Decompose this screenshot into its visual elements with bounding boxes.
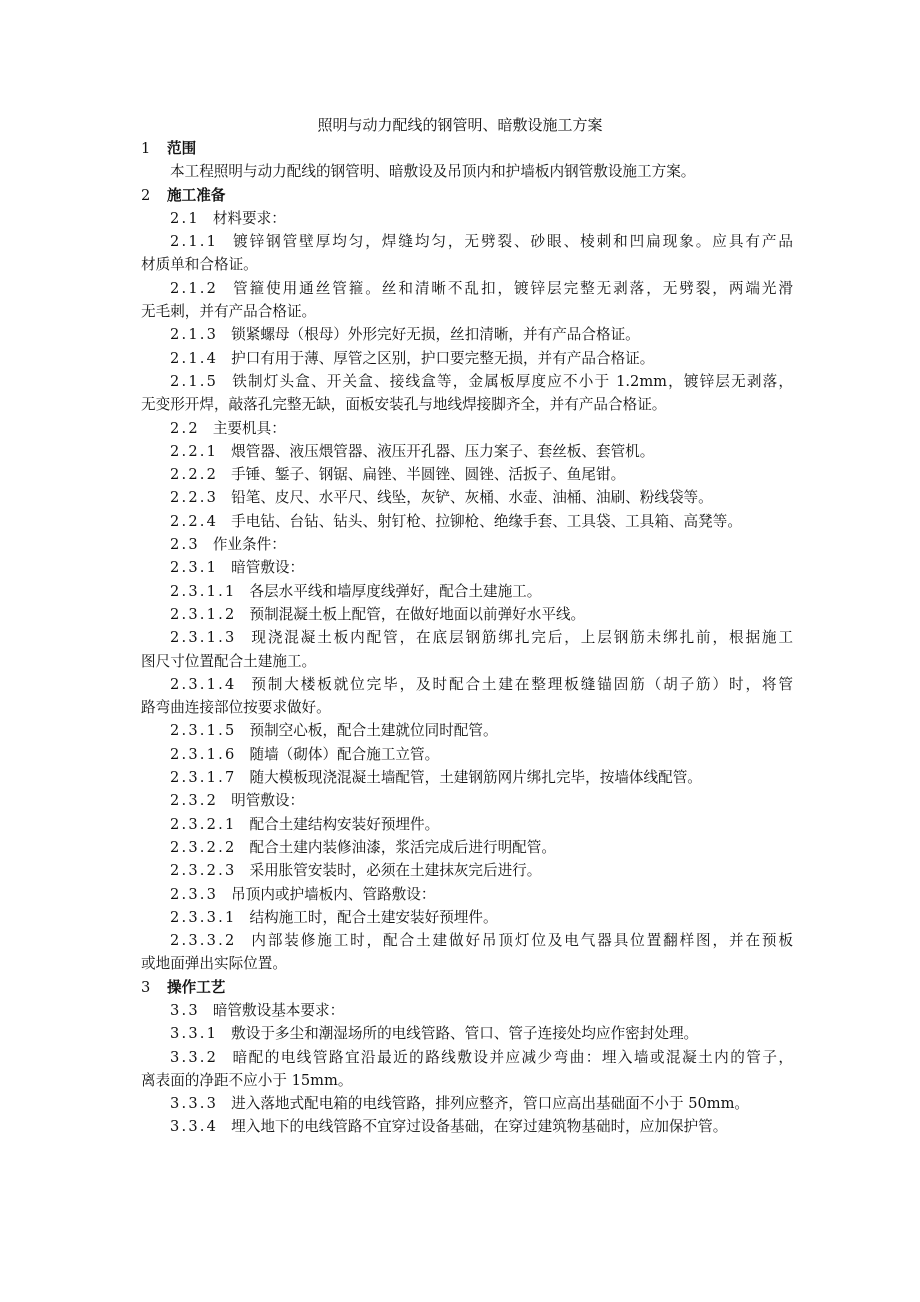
paragraph-line: [141, 603, 793, 626]
clause-number: 2.3.3.2: [170, 932, 237, 950]
paragraph-continuation: 材质单和合格证。: [141, 256, 258, 274]
clause-text: 本工程照明与动力配线的钢管明、暗敷设及吊顶内和护墙板内钢管敷设施工方案。: [170, 163, 696, 181]
paragraph-line: [141, 999, 793, 1022]
clause-number: 3.3.3: [170, 1095, 219, 1113]
section-number: 2: [141, 186, 151, 204]
clause-number: 2.3: [170, 536, 200, 554]
clause-number: 2.2: [170, 419, 200, 437]
clause-text: 材料要求：: [212, 209, 286, 227]
paragraph-line: [141, 230, 793, 253]
clause-number: 2.3.1.5: [170, 722, 237, 740]
paragraph-line: [141, 1022, 793, 1045]
clause-text: 随大模板现浇混凝土墙配管，土建钢筋网片绑扎完毕，按墙体线配管。: [249, 769, 702, 787]
paragraph-line: [141, 883, 793, 906]
clause-text: 配合土建内装修油漆，浆活完成后进行明配管。: [249, 838, 556, 856]
clause-number: 2.3.1.2: [170, 605, 237, 623]
document-title: 照明与动力配线的钢管明、暗敷设施工方案: [317, 116, 603, 134]
paragraph-line: [141, 370, 793, 393]
document-body: [141, 137, 793, 1139]
clause-text: 内部装修施工时，配合土建做好吊顶灯位及电气器具位置翻样图，并在预板: [249, 932, 793, 950]
clause-text: 预制大楼板就位完毕，及时配合土建在整理板缝锚固筋（胡子筋）时，将管: [249, 675, 793, 693]
clause-text: 暗管敷设基本要求：: [212, 1001, 345, 1019]
section-heading: [141, 976, 793, 999]
section-number: 3: [141, 978, 151, 996]
paragraph-line: [141, 160, 793, 183]
paragraph-line: [141, 533, 793, 556]
clause-text: 手电钻、台钻、钻头、射钉枪、拉铆枪、绝缘手套、工具袋、工具箱、高凳等。: [231, 512, 742, 530]
paragraph-line: [141, 743, 793, 766]
paragraph-line: [141, 556, 793, 579]
clause-number: 2.3.1.6: [170, 745, 237, 763]
paragraph-line: [141, 859, 793, 882]
clause-number: 2.1.3: [170, 326, 219, 344]
paragraph-continuation: 离表面的净距不应小于 15mm。: [141, 1071, 353, 1089]
clause-text: 铁制灯头盒、开关盒、接线盒等，金属板厚度应不小于 1.2mm，镀锌层无剥落，: [231, 372, 793, 390]
clause-number: 2.3.1.4: [170, 675, 237, 693]
clause-number: 2.2.2: [170, 466, 219, 484]
clause-text: 配合土建结构安装好预埋件。: [249, 815, 440, 833]
paragraph-line: [141, 417, 793, 440]
paragraph-line: [141, 673, 793, 696]
paragraph-continuation: 或地面弹出实际位置。: [141, 955, 287, 973]
paragraph-line: [141, 929, 793, 952]
clause-number: 3.3.1: [170, 1025, 219, 1043]
section-number: 1: [141, 140, 151, 157]
section-heading: [141, 184, 793, 207]
paragraph-line: [141, 486, 793, 509]
clause-text: 埋入地下的电线管路不宜穿过设备基础，在穿过建筑物基础时，应加保护管。: [231, 1118, 728, 1136]
clause-number: 2.1.2: [170, 279, 219, 297]
clause-number: 2.3.1.7: [170, 769, 237, 787]
clause-text: 煨管器、液压煨管器、液压开孔器、压力案子、套丝板、套管机。: [231, 442, 655, 460]
clause-number: 2.3.3.1: [170, 908, 237, 926]
clause-number: 3.3.2: [170, 1048, 219, 1066]
paragraph-line: [141, 580, 793, 603]
clause-text: 吊顶内或护墙板内、管路敷设：: [231, 885, 436, 903]
clause-number: 3.3: [170, 1001, 200, 1019]
paragraph-line: [141, 347, 793, 370]
clause-text: 暗管敷设：: [231, 559, 305, 577]
section-title: 范围: [167, 140, 197, 157]
paragraph-line: [141, 906, 793, 929]
clause-number: 2.3.2.2: [170, 838, 237, 856]
clause-text: 暗配的电线管路宜沿最近的路线敷设并应减少弯曲：埋入墙或混凝土内的管子，: [231, 1048, 793, 1066]
paragraph-line: [141, 813, 793, 836]
clause-text: 进入落地式配电箱的电线管路，排列应整齐，管口应高出基础面不小于 50mm。: [231, 1095, 750, 1113]
clause-text: 锁紧螺母（根母）外形完好无损，丝扣清晰，并有产品合格证。: [231, 326, 640, 344]
clause-text: 明管敷设：: [231, 792, 305, 810]
clause-number: 2.3.1: [170, 559, 219, 577]
paragraph-continuation: 图尺寸位置配合土建施工。: [141, 652, 317, 670]
clause-text: 手锤、錾子、钢锯、扁锉、半圆锉、圆锉、活扳子、鱼尾钳。: [231, 466, 626, 484]
paragraph-continuation: 路弯曲连接部位按要求做好。: [141, 699, 331, 717]
clause-number: 3.3.4: [170, 1118, 219, 1136]
clause-number: 2.3.3: [170, 885, 219, 903]
clause-text: 护口有用于薄、厚管之区别，护口要完整无损，并有产品合格证。: [231, 349, 655, 367]
clause-text: 作业条件：: [212, 536, 286, 554]
clause-number: 2.2.1: [170, 442, 219, 460]
clause-number: 2.3.2: [170, 792, 219, 810]
clause-number: 2.3.2.1: [170, 815, 237, 833]
paragraph-line: [141, 207, 793, 230]
clause-number: 2.3.1.3: [170, 629, 237, 647]
paragraph-line: [141, 1046, 793, 1069]
clause-text: 主要机具：: [212, 419, 286, 437]
paragraph-continuation: 无毛刺，并有产品合格证。: [141, 303, 317, 321]
clause-text: 敷设于多尘和潮湿场所的电线管路、管口、管子连接处均应作密封处理。: [231, 1025, 699, 1043]
clause-text: 随墙（砌体）配合施工立管。: [249, 745, 440, 763]
section-title: 施工准备: [167, 186, 226, 204]
paragraph-line: [141, 323, 793, 346]
clause-number: 2.1.5: [170, 372, 219, 390]
paragraph-line: [141, 463, 793, 486]
paragraph-line: [141, 1092, 793, 1115]
clause-text: 现浇混凝土板内配管，在底层钢筋绑扎完后，上层钢筋未绑扎前，根据施工: [249, 629, 793, 647]
paragraph-line: [141, 836, 793, 859]
clause-text: 铅笔、皮尺、水平尺、线坠，灰铲、灰桶、水壶、油桶、油刷、粉线袋等。: [231, 489, 713, 507]
section-heading: [141, 137, 793, 160]
clause-number: 2.1.4: [170, 349, 219, 367]
paragraph-line: [141, 789, 793, 812]
clause-number: 2.1.1: [170, 233, 219, 251]
clause-number: 2.1: [170, 209, 200, 227]
clause-text: 各层水平线和墙厚度线弹好，配合土建施工。: [249, 582, 542, 600]
clause-text: 镀锌钢管壁厚均匀，焊缝均匀，无劈裂、砂眼、棱刺和凹扁现象。应具有产品: [231, 233, 793, 251]
clause-text: 预制混凝土板上配管，在做好地面以前弹好水平线。: [249, 605, 586, 623]
paragraph-line: [141, 766, 793, 789]
section-title: 操作工艺: [167, 978, 226, 996]
clause-number: 2.2.4: [170, 512, 219, 530]
clause-number: 2.3.1.1: [170, 582, 237, 600]
paragraph-line: [141, 440, 793, 463]
clause-text: 结构施工时，配合土建安装好预埋件。: [249, 908, 498, 926]
paragraph-line: [141, 277, 793, 300]
clause-text: 采用胀管安装时，必须在土建抹灰完后进行。: [249, 862, 542, 880]
paragraph-line: [141, 1115, 793, 1138]
clause-number: 2.3.2.3: [170, 862, 237, 880]
paragraph-line: [141, 626, 793, 649]
clause-text: 预制空心板，配合土建就位同时配管。: [249, 722, 498, 740]
paragraph-line: [141, 510, 793, 533]
clause-text: 管箍使用通丝管箍。丝和清晰不乱扣，镀锌层完整无剥落，无劈裂，两端光滑: [231, 279, 793, 297]
paragraph-continuation: 无变形开焊，敲落孔完整无缺，面板安装孔与地线焊接脚齐全，并有产品合格证。: [141, 396, 667, 414]
clause-number: 2.2.3: [170, 489, 219, 507]
paragraph-line: [141, 719, 793, 742]
